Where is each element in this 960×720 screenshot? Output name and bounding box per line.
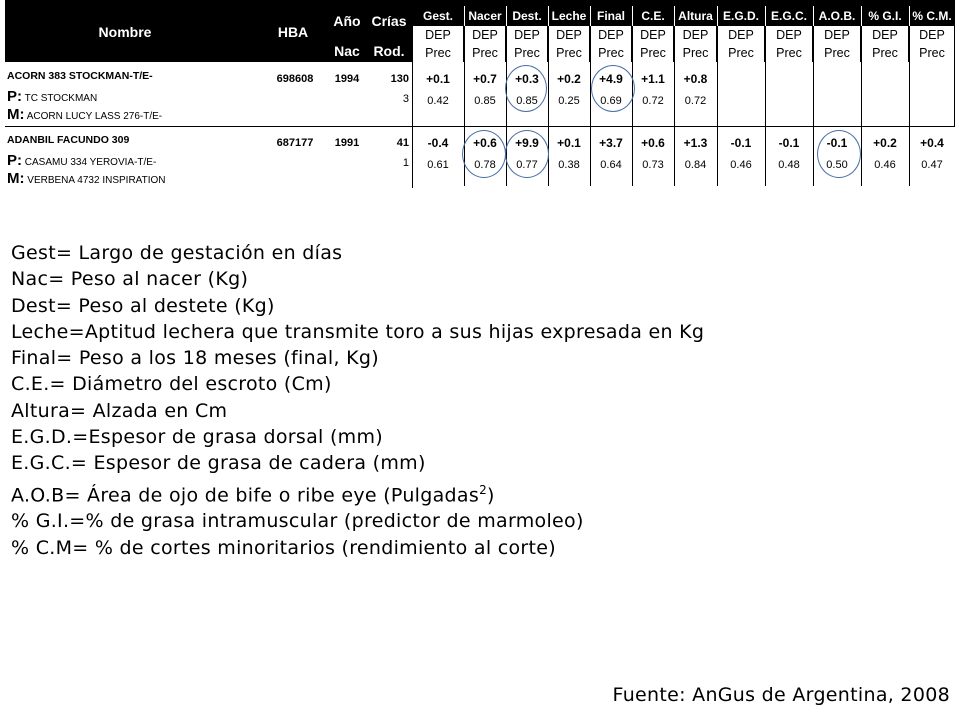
header-rod: Rod. bbox=[373, 43, 405, 59]
header-trait-11: % C.M. bbox=[912, 9, 952, 23]
header-prec-3: Prec bbox=[556, 46, 582, 60]
legend-item bbox=[11, 398, 704, 424]
header-divider-7 bbox=[717, 6, 718, 26]
header-trait-7: E.G.D. bbox=[722, 9, 759, 23]
row-0-rodeos: 3 bbox=[402, 93, 409, 105]
row-1-dep-7: -0.1 bbox=[730, 136, 752, 150]
padre-name: TC STOCKMAN bbox=[22, 93, 98, 104]
header-prec-10: Prec bbox=[872, 46, 898, 60]
row-0-prec-6: 0.72 bbox=[684, 95, 707, 107]
legend-text: E.G.C.= Espesor de grasa de cadera (mm) bbox=[11, 452, 426, 475]
header-prec-6: Prec bbox=[682, 46, 709, 60]
header-trait-6: Altura bbox=[678, 9, 713, 23]
header-prec-1: Prec bbox=[472, 46, 498, 60]
header-nombre: Nombre bbox=[98, 24, 152, 40]
row-1-crias: 41 bbox=[396, 137, 409, 149]
row-0-year: 1994 bbox=[334, 73, 360, 85]
row-0-prec-0: 0.42 bbox=[427, 95, 449, 107]
row-1-madre bbox=[7, 170, 165, 187]
row-1-dep-8: -0.1 bbox=[778, 136, 800, 150]
madre-name: VERBENA 4732 INSPIRATION bbox=[24, 175, 166, 186]
row-1-dep-9: -0.1 bbox=[826, 136, 848, 150]
legend-item bbox=[11, 319, 704, 345]
header-dep-8: DEP bbox=[776, 28, 802, 42]
legend-text: Leche=Aptitud lechera que transmite toro a sus hijas expresada en Kg bbox=[11, 320, 705, 343]
row-1-prec-4: 0.64 bbox=[600, 159, 622, 171]
row-1-prec-11: 0.47 bbox=[921, 159, 943, 171]
legend-text: Gest= Largo de gestación en días bbox=[11, 242, 343, 264]
header-prec-11: Prec bbox=[919, 46, 945, 60]
padre-prefix: P: bbox=[7, 88, 22, 105]
row-1-name: ADANBIL FACUNDO 309 bbox=[7, 134, 130, 146]
legend-item bbox=[11, 477, 704, 509]
madre-prefix: M: bbox=[7, 106, 25, 123]
header-trait-4: Final bbox=[596, 9, 625, 23]
row-1-hba: 687177 bbox=[276, 137, 314, 149]
legend-text: A.O.B= Área de ojo de bife o ribe eye (Pulgadas bbox=[11, 484, 480, 506]
header-dep-3: DEP bbox=[556, 28, 582, 42]
row-0-hba: 698608 bbox=[276, 73, 314, 85]
row-1-prec-1: 0.78 bbox=[474, 159, 496, 171]
source-citation: Fuente: AnGus de Argentina, 2008 bbox=[612, 684, 950, 706]
highlight-circle-3 bbox=[505, 130, 549, 178]
header-dep-6: DEP bbox=[682, 28, 709, 42]
header-prec-2: Prec bbox=[514, 46, 540, 60]
row-1-prec-10: 0.46 bbox=[874, 159, 896, 171]
legend-item bbox=[11, 293, 704, 319]
legend bbox=[11, 240, 704, 561]
row-1-dep-2: +9.9 bbox=[515, 136, 539, 150]
header-dep-5: DEP bbox=[640, 28, 666, 42]
row-1-dep-4: +3.7 bbox=[599, 136, 623, 150]
header-divider-6 bbox=[674, 6, 675, 26]
legend-text: % G.I.=% de grasa intramuscular (predictor de marmoleo) bbox=[11, 510, 584, 533]
row-0-madre bbox=[7, 106, 162, 123]
row-0-prec-5: 0.72 bbox=[642, 95, 664, 107]
header-divider-3 bbox=[548, 6, 549, 26]
header-prec-7: Prec bbox=[728, 46, 754, 60]
row-1-prec-5: 0.73 bbox=[642, 159, 664, 171]
row-1-dep-5: +0.6 bbox=[641, 136, 665, 150]
legend-item bbox=[11, 266, 704, 292]
header-dep-11: DEP bbox=[919, 28, 945, 42]
row-0-dep-5: +1.1 bbox=[641, 72, 665, 86]
padre-name: CASAMU 334 YEROVIA-T/E- bbox=[22, 157, 157, 168]
row-separator bbox=[5, 126, 955, 127]
legend-superscript: 2 bbox=[479, 482, 487, 497]
header-divider-11 bbox=[909, 6, 910, 26]
header-divider-4 bbox=[590, 6, 591, 26]
legend-item bbox=[11, 345, 704, 371]
row-1-prec-7: 0.46 bbox=[730, 159, 752, 171]
row-0-dep-4: +4.9 bbox=[599, 72, 623, 86]
row-1-prec-2: 0.77 bbox=[516, 159, 538, 171]
madre-name: ACORN LUCY LASS 276-T/E- bbox=[24, 111, 163, 122]
header-prec-4: Prec bbox=[598, 46, 624, 60]
highlight-circle-0 bbox=[505, 65, 547, 112]
row-0-prec-1: 0.85 bbox=[474, 95, 496, 107]
header-divider-9 bbox=[813, 6, 814, 26]
highlight-circle-1 bbox=[591, 65, 635, 112]
row-1-year: 1991 bbox=[334, 137, 360, 149]
row-0-dep-0: +0.1 bbox=[426, 72, 450, 86]
legend-text: Dest= Peso al destete (Kg) bbox=[11, 294, 275, 317]
legend-text: C.E.= Diámetro del escroto (Cm) bbox=[11, 373, 332, 396]
row-1-dep-11: +0.4 bbox=[920, 136, 944, 150]
header-trait-1: Nacer bbox=[468, 9, 502, 23]
header-trait-0: Gest. bbox=[422, 9, 453, 23]
header-prec-5: Prec bbox=[640, 46, 666, 60]
legend-text: % C.M= % de cortes minoritarios (rendimiento al corte) bbox=[11, 536, 556, 559]
header-prec-0: Prec bbox=[425, 46, 451, 60]
header-dep-7: DEP bbox=[728, 28, 754, 42]
header-dep-4: DEP bbox=[598, 28, 624, 42]
row-1-prec-0: 0.61 bbox=[427, 159, 449, 171]
row-0-prec-2: 0.85 bbox=[516, 95, 538, 107]
header-divider-8 bbox=[765, 6, 766, 26]
row-1-dep-0: -0.4 bbox=[427, 136, 449, 150]
legend-item bbox=[11, 371, 704, 397]
legend-item bbox=[11, 450, 704, 476]
header-trait-9: A.O.B. bbox=[818, 9, 856, 23]
table-right-border bbox=[954, 62, 955, 126]
legend-text: Altura= Alzada en Cm bbox=[11, 399, 228, 422]
row-1-prec-6: 0.84 bbox=[684, 159, 707, 171]
bull-table bbox=[5, 0, 955, 190]
header-hba: HBA bbox=[277, 24, 309, 40]
header-dep-9: DEP bbox=[824, 28, 850, 42]
row-1-dep-6: +1.3 bbox=[683, 136, 708, 150]
header-dep-2: DEP bbox=[514, 28, 540, 42]
row-0-dep-2: +0.3 bbox=[515, 72, 539, 86]
legend-item bbox=[11, 240, 704, 266]
header-trait-8: E.G.C. bbox=[770, 9, 807, 23]
row-0-prec-4: 0.69 bbox=[600, 95, 622, 107]
header-trait-10: % G.I. bbox=[868, 9, 902, 23]
row-0-dep-1: +0.7 bbox=[473, 72, 497, 86]
highlight-circle-4 bbox=[817, 130, 861, 178]
header-divider-5 bbox=[632, 6, 633, 26]
header-trait-3: Leche bbox=[551, 9, 587, 23]
row-0-crias: 130 bbox=[390, 73, 409, 85]
legend-close-paren: ) bbox=[487, 484, 495, 506]
row-1-prec-8: 0.48 bbox=[778, 159, 800, 171]
header-crias: Crías bbox=[371, 13, 407, 29]
legend-item bbox=[11, 424, 704, 450]
header-divider-10 bbox=[861, 6, 862, 26]
header-dep-1: DEP bbox=[472, 28, 498, 42]
row-1-rodeos: 1 bbox=[402, 157, 409, 169]
legend-text: Final= Peso a los 18 meses (final, Kg) bbox=[11, 347, 380, 370]
header-trait-2: Dest. bbox=[512, 9, 542, 23]
row-1-dep-3: +0.1 bbox=[557, 136, 581, 150]
legend-text: E.G.D.=Espesor de grasa dorsal (mm) bbox=[11, 426, 384, 449]
madre-prefix: M: bbox=[7, 170, 25, 187]
header-prec-8: Prec bbox=[776, 46, 802, 60]
row-0-name: ACORN 383 STOCKMAN-T/E- bbox=[7, 70, 153, 82]
padre-prefix: P: bbox=[7, 152, 22, 169]
row-0-prec-3: 0.25 bbox=[558, 95, 580, 107]
row-1-prec-9: 0.50 bbox=[826, 159, 848, 171]
row-0-dep-3: +0.2 bbox=[557, 72, 581, 86]
header-divider-2 bbox=[506, 6, 507, 26]
legend-text: Nac= Peso al nacer (Kg) bbox=[11, 268, 249, 291]
header-trait-5: C.E. bbox=[641, 9, 665, 23]
header-anio: Año bbox=[333, 13, 361, 29]
legend-item bbox=[11, 508, 704, 534]
row-0-dep-6: +0.8 bbox=[683, 72, 708, 86]
header-divider-1 bbox=[464, 6, 465, 26]
highlight-circle-2 bbox=[462, 130, 506, 178]
row-0-padre bbox=[7, 88, 97, 105]
row-1-prec-3: 0.38 bbox=[558, 159, 580, 171]
legend-item bbox=[11, 535, 704, 561]
row-1-padre bbox=[7, 152, 156, 169]
header-nac: Nac bbox=[334, 43, 360, 59]
header-dep-10: DEP bbox=[872, 28, 898, 42]
row-1-dep-1: +0.6 bbox=[473, 136, 497, 150]
header-dep-0: DEP bbox=[425, 28, 451, 42]
header-prec-9: Prec bbox=[824, 46, 850, 60]
row-1-dep-10: +0.2 bbox=[873, 136, 897, 150]
